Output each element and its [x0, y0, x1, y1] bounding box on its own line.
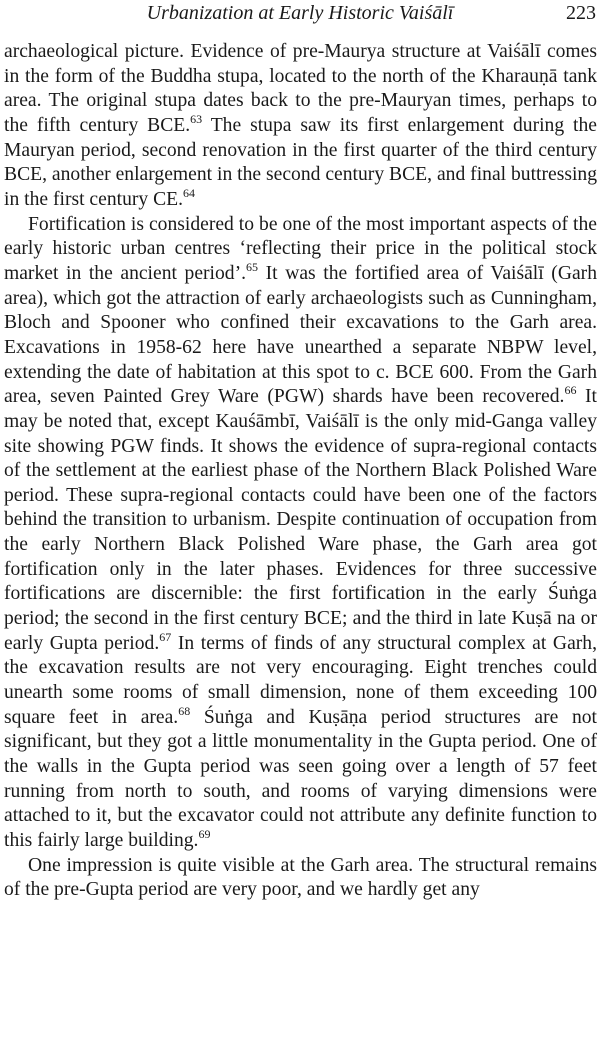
running-head: Urbanization at Early Historic Vaiśālī	[146, 2, 454, 24]
text-run: Śuṅga and Kuṣāṇa period structures are not significant, but they got a little monumentality in the Gupta period. One of the walls in the Gupta period was seen going over a length of 57 feet running from north to south, and rooms of varying dimensions were attached to it, but the excavator could not attribute any definite function to this fairly large building.	[4, 706, 598, 851]
text-run: Fortification is considered to be one of the most important aspects of the early historic urban centres ‘reflecting their price in the political stock market in the ancient period’.	[4, 213, 597, 284]
page-number: 223	[566, 2, 596, 24]
paragraph	[4, 213, 597, 854]
text-run: It was the fortified area of Vaiśālī (Garh area), which got the attraction of early archaeologists such as Cunningham, Bloch and Spooner who confined their excavations to the Garh area. Excavations in 1958-62 here have unearthed a separate NBPW level, extending the date of habitation at this spot to c. BCE 600. From the Garh area, seven Painted Grey Ware (PGW) shards have been recovered.	[4, 262, 597, 408]
footnote-ref[interactable]: 65	[246, 259, 259, 274]
text-run: One impression is quite visible at the Garh area. The structural remains of the pre-Gupta period are very poor, and we hardly get any	[4, 854, 597, 901]
footnote-ref[interactable]: 67	[159, 629, 172, 644]
text-run: In terms of finds of any structural complex at Garh, the excavation results are not very encouraging. Eight trenches could unearth some rooms of small dimension, none of them exceeding 100 square feet in area.	[4, 632, 597, 728]
footnote-ref[interactable]: 66	[564, 383, 577, 398]
footnote-ref[interactable]: 64	[183, 185, 196, 200]
paragraph	[4, 854, 597, 903]
paragraph	[4, 40, 597, 213]
footnote-ref[interactable]: 68	[178, 703, 191, 718]
text-run: The stupa saw its first enlargement during the Mauryan period, second renovation in the first quarter of the third century BCE, another enlargement in the second century BCE, and final buttressing in the first century CE.	[4, 114, 597, 210]
footnote-ref[interactable]: 69	[198, 827, 211, 841]
page-header	[0, 0, 600, 30]
body-text	[4, 40, 597, 903]
text-run: It may be noted that, except Kauśāmbī, Vaiśālī is the only mid-Ganga valley site showing PGW finds. It shows the evidence of supra-regional contacts of the settlement at the earliest phase of the Northern Black Polished Ware period. These supra-regional contacts could have been one of the factors behind the transition to urbanism. Despite continuation of occupation from the early Northern Black Polished Ware phase, the Garh area got fortification only in the later phases. Evidences for three successive fortifications are discernible: the first fortification in the early Śuṅga period; the second in the first century BCE; and the third in late Kuṣā na or early Gupta period.	[4, 386, 597, 654]
text-run: archaeological picture. Evidence of pre-Maurya structure at Vaiśālī comes in the form of the Buddha stupa, located to the north of the Kharauṇā tank area. The original stupa dates back to the pre-Mauryan times, perhaps to the fifth century BCE.	[4, 41, 597, 136]
footnote-ref[interactable]: 63	[190, 111, 203, 126]
